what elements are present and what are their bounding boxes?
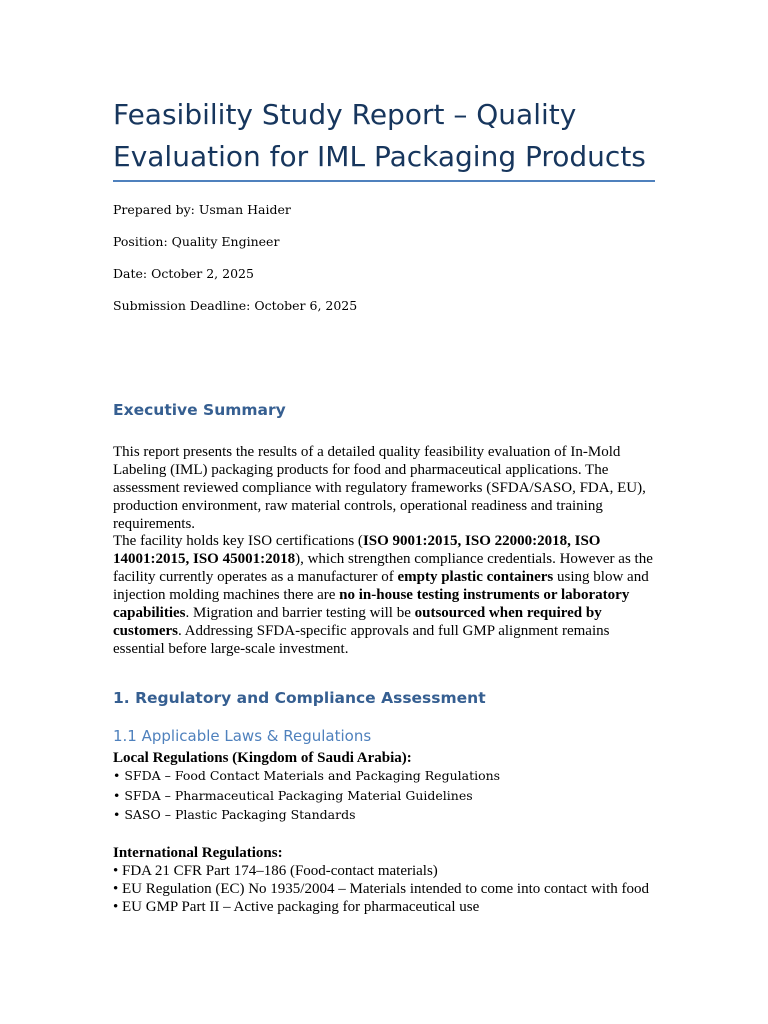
list-item: • FDA 21 CFR Part 174–186 (Food-contact materials) [113,863,438,879]
section-1-1-heading: 1.1 Applicable Laws & Regulations [113,727,372,745]
list-item: • EU GMP Part II – Active packaging for pharmaceutical use [113,899,480,915]
list-item: • EU Regulation (EC) No 1935/2004 – Materials intended to come into contact with food [113,881,649,897]
list-item: • SFDA – Pharmaceutical Packaging Material Guidelines [113,787,473,803]
executive-summary-heading: Executive Summary [113,401,286,419]
submission-deadline: Submission Deadline: October 6, 2025 [113,298,358,313]
date: Date: October 2, 2025 [113,266,254,281]
list-item: • SFDA – Food Contact Materials and Packaging Regulations [113,768,501,783]
no-testing-capabilities: no in-house testing instruments or laboratory capabilities [113,587,630,621]
international-regulations-label: International Regulations: [113,845,283,861]
executive-summary-paragraph-1: This report presents the results of a detailed quality feasibility evaluation of In-Mold Labeling (IML) packaging products for food and pharmaceutical applications. The assessment reviewed compliance with regulatory frameworks (SFDA/SASO, FDA, EU), production environment, raw material controls, operational readiness and training requirements. [113,444,646,532]
outsourced-testing: outsourced when required by customers [113,605,602,639]
iso-certifications: ISO 9001:2015, ISO 22000:2018, ISO 14001:2015, ISO 45001:2018 [113,533,601,567]
international-regulations-list [113,862,649,916]
local-regulations-label: Local Regulations (Kingdom of Saudi Arabia): [113,750,412,766]
document-title: Feasibility Study Report – Quality Evaluation for IML Packaging Products [113,98,646,173]
local-regulations-list [113,766,500,825]
section-1-heading: 1. Regulatory and Compliance Assessment [113,689,486,707]
prepared-by: Prepared by: Usman Haider [113,202,291,217]
title-divider [113,180,655,182]
list-item: • SASO – Plastic Packaging Standards [113,807,356,822]
empty-plastic-containers: empty plastic containers [397,569,554,585]
position: Position: Quality Engineer [113,234,280,249]
executive-summary-paragraph-2: The facility holds key ISO certifications (ISO 9001:2015, ISO 22000:2018, ISO 14001:2015, ISO 45001:2018), which strengthen compliance credentials. However as the facility currently operates as a manufacturer of empty plastic containers using blow and injection molding machines there are no in-house testing instruments or laboratory capabilities. Migration and barrier testing will be outsourced when required by customers. Addressing SFDA-specific approvals and full GMP alignment remains essential before large-scale investment. [113,533,653,657]
